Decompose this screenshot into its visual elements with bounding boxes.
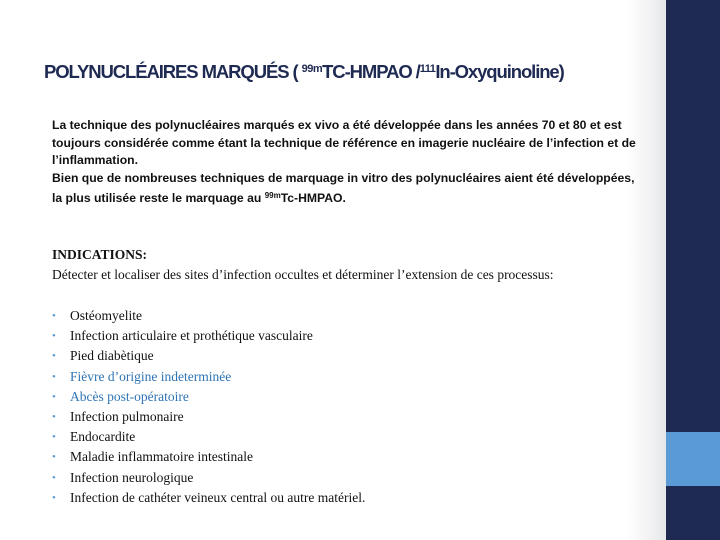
list-item (52, 306, 365, 326)
title-sup-99m: 99m (301, 63, 323, 75)
side-accent-block (666, 432, 720, 486)
list-item-label: Infection neurologique (70, 469, 194, 485)
intro-p2-text: Bien que de nombreuses techniques de marquage in vitro des polynucléaires aient été développées, la plus utilisée reste le marquage au (52, 170, 635, 205)
bullet-icon: • (52, 410, 56, 423)
list-item-label: Endocardite (70, 429, 136, 445)
title-sup-111: 111 (419, 63, 436, 75)
indications-heading: INDICATIONS: (52, 247, 148, 262)
list-item-label: Ostéomyelite (70, 308, 142, 323)
list-item-label[interactable]: Abcès post-opératoire (70, 388, 189, 404)
list-item (52, 468, 365, 488)
list-item (52, 407, 365, 427)
bullet-icon: • (52, 370, 56, 383)
intro-p2-end: Tc-HMPAO. (280, 191, 346, 205)
list-item-label: Infection pulmonaire (70, 408, 184, 424)
list-item (52, 346, 365, 366)
indications-description: Détecter et localiser des sites d’infection occultes et déterminer l’extension de ces processus: (52, 267, 554, 282)
list-item (52, 488, 365, 508)
bullet-icon: • (52, 310, 56, 322)
bullet-icon: • (52, 431, 56, 444)
list-item (52, 326, 365, 346)
list-item-link[interactable] (52, 387, 365, 407)
intro-p2-sup: 99m (264, 191, 281, 200)
intro-paragraph-2 (52, 170, 642, 208)
list-item-label[interactable]: Fièvre d’origine indeterminée (70, 368, 232, 384)
bullet-icon: • (52, 330, 56, 343)
list-item-label: Infection de cathéter veineux central ou autre matériel. (70, 489, 366, 505)
list-item (52, 447, 365, 467)
title-mid: TC-HMPAO / (322, 61, 420, 82)
list-item-label: Infection articulaire et prothétique vasculaire (70, 328, 313, 344)
intro-text (52, 117, 642, 208)
list-item (52, 427, 365, 447)
intro-paragraph-1: La technique des polynucléaires marqués ex vivo a été développée dans les années 70 et 80 et est toujours considérée comme étant la technique de référence en imagerie nucléaire de l’infection et de l’inflammation. (52, 118, 636, 167)
list-item-label: Pied diabètique (70, 348, 154, 364)
bullet-icon: • (52, 350, 56, 363)
title-prefix: POLYNUCLÉAIRES MARQUÉS ( (44, 61, 302, 82)
bullet-icon: • (52, 451, 56, 464)
bullet-icon: • (52, 491, 56, 504)
slide-title (44, 54, 644, 87)
list-item-link[interactable] (52, 367, 365, 387)
bullet-icon: • (52, 390, 56, 403)
title-suffix: In-Oxyquinoline) (435, 61, 564, 82)
bullet-icon: • (52, 471, 56, 484)
list-item-label: Maladie inflammatoire intestinale (70, 449, 253, 465)
indications-list (52, 306, 365, 508)
